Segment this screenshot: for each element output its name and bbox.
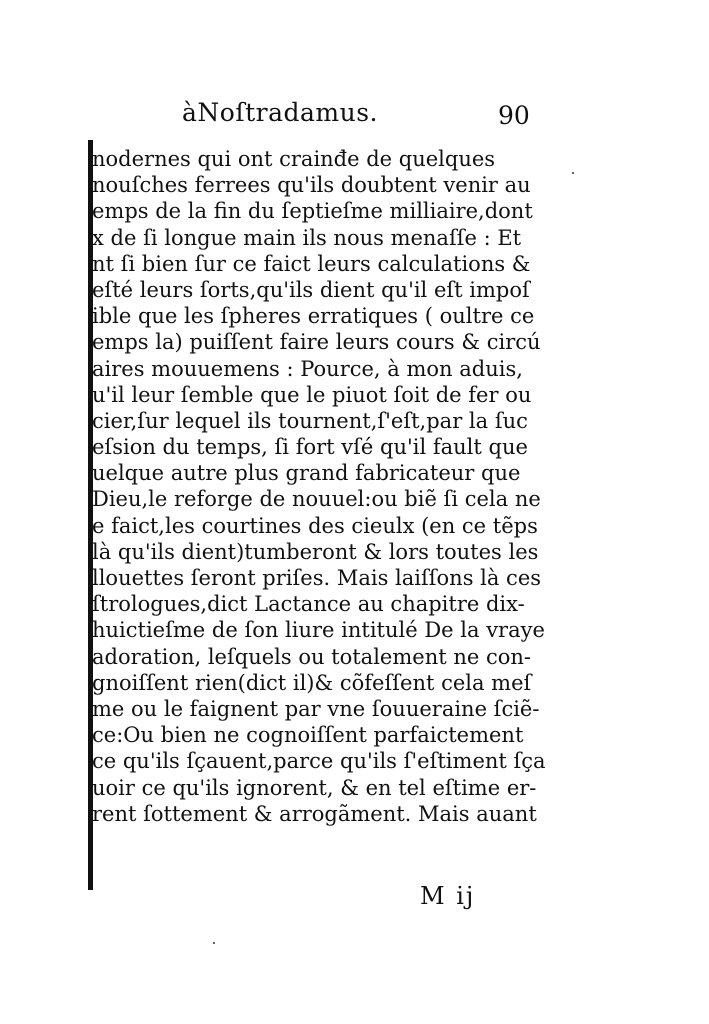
text-line: ſtrologues,dict Lactance au chapitre dix- [92,592,525,617]
text-line: eſté leurs ſorts,qu'ils dient qu'il eſt impoſ [92,277,530,302]
text-line: nt ſi bien ſur ce faict leurs calculations & [92,251,531,276]
text-line: emps de la fin du ſeptieſme milliaire,dont [92,199,533,224]
text-line: aires mouuemens : Pource, à mon aduis, [92,356,523,381]
ink-speck [572,172,574,174]
running-head: àNoſtradamus. [182,98,378,127]
text-line: e faict,les courtines des cieulx (en ce tẽps [92,513,538,538]
text-line: u'il leur ſemble que le piuot ſoit de fer ou [92,382,532,407]
body-text [92,146,562,827]
text-line: uoir ce qu'ils ignorent, & en tel eſtime er- [92,775,537,800]
text-line: huictieſme de ſon liure intitulé De la vraye [92,618,545,643]
text-line: ce:Ou bien ne cognoiſſent parfaictement [92,723,524,748]
text-line: adoration, leſquels ou totalement ne con- [92,644,531,669]
text-line: Dieu,le reforge de nouuel:ou biẽ ſi cela ne [92,487,541,512]
signature-mark: M ij [420,882,476,910]
text-line: gnoiſſent rien(dict il)& cõfeſſent cela meſ [92,670,532,695]
text-line: ible que les ſpheres erratiques ( oultre ce [92,304,535,329]
text-line: uelque autre plus grand fabricateur que [92,461,521,486]
page-number: 90 [498,101,530,130]
text-line: nouſches ferrees qu'ils doubtent venir au [92,173,531,198]
text-line: llouettes ſeront priſes. Mais laiſſons là ces [92,566,542,590]
text-line: emps la) puiſſent faire leurs cours & circú [92,330,541,355]
ink-speck [213,942,215,944]
text-line: rent ſottement & arrogãment. Mais auant [92,801,537,826]
text-line: x de ſi longue main ils nous menaſſe : Et [92,225,522,250]
text-line: eſsion du temps, ſi fort vſé qu'il fault que [92,435,528,460]
text-line: ce qu'ils ſçauent,parce qu'ils ſ'eſtiment ſça [92,749,546,774]
text-line: cier,ſur lequel ils tournent,ſ'eſt,par la ſuc [92,408,528,433]
text-line: nodernes qui ont crainđe de quelques [92,147,496,171]
text-line: me ou le faignent par vne ſouueraine ſciẽ- [92,696,540,721]
text-line: là qu'ils dient)tumberont & lors toutes les [92,539,539,564]
